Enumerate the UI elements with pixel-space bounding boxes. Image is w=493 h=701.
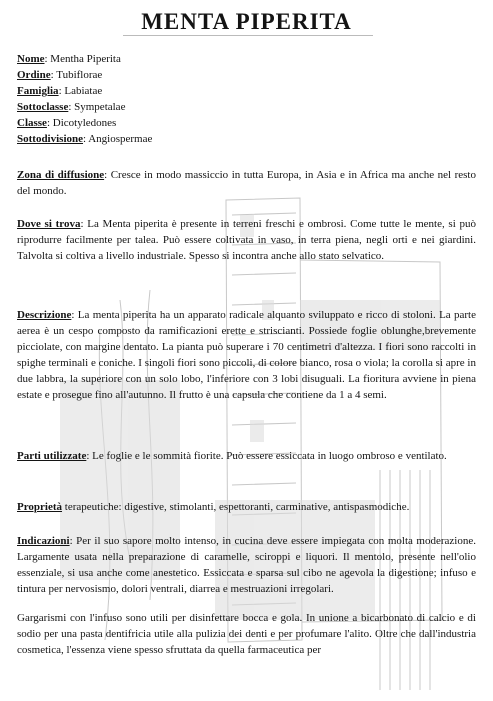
classification-value: : Dicotyledones — [46, 117, 117, 129]
classification-row-ordine — [17, 67, 102, 83]
section-text: terapeutiche: digestive, stimolanti, espettoranti, carminative, antispasmodiche. — [62, 501, 410, 513]
classification-row-nome — [17, 51, 121, 67]
section-label: Proprietà — [17, 501, 63, 513]
section-label: Descrizione — [17, 309, 72, 321]
section-label: Parti utilizzate — [17, 450, 87, 462]
classification-label: Nome — [17, 53, 45, 65]
section-label: Indicazioni — [17, 535, 70, 547]
section-text: : Per il suo sapore molto intenso, in cucina deve essere impiegata con molta moderazione. Largamente usata nella preparazione di caramelle, sciroppi e liquori. Il mentolo, presente nell'olio essenziale, si usa anche come anestetico. Essiccata e sparsa sul cibo ne agevola la digestione; infuso e tintura per nervosismo, dolori ventrali, diarrea e mestruazioni irregolari. — [17, 535, 476, 595]
classification-value: : Sympetalae — [68, 101, 126, 113]
classification-row-sottodivisione — [17, 131, 152, 147]
section-proprieta — [17, 499, 476, 515]
classification-label: Classe — [17, 117, 47, 129]
section-label: Dove si trova — [17, 218, 81, 230]
classification-value: : Angiospermae — [83, 133, 153, 145]
section-parti-utilizzate — [17, 448, 476, 464]
section-text: : La Menta piperita è presente in terreni freschi e ombrosi. Come tutte le mente, si può riprodurre facilmente per talea. Può essere coltivata in vaso, in terra piena, negli orti e nei giardini. Talvolta si coltiva a livello industriale. Spesso si incontra anche allo stato selvatico. — [17, 218, 476, 262]
section-label: Zona di diffusione — [17, 169, 105, 181]
section-indicazioni — [17, 533, 476, 597]
classification-label: Famiglia — [17, 85, 59, 97]
section-dove-si-trova — [17, 216, 476, 264]
classification-label: Sottodivisione — [17, 133, 84, 145]
classification-value: : Mentha Piperita — [44, 53, 121, 65]
title-underline — [123, 35, 373, 36]
classification-label: Sottoclasse — [17, 101, 69, 113]
classification-row-classe — [17, 115, 116, 131]
classification-row-sottoclasse — [17, 99, 125, 115]
section-text: : Le foglie e le sommità fiorite. Può essere essiccata in luogo ombroso e ventilato. — [86, 450, 447, 462]
section-text: : Cresce in modo massiccio in tutta Europa, in Asia e in Africa ma anche nel resto del mondo. — [17, 169, 476, 197]
section-text: : La menta piperita ha un apparato radicale alquanto sviluppato e ricco di stoloni. La parte aerea è un cespo composto da ramificazioni erette e striscianti. Possiede foglie oblunghe,brevemente picciolate, con margine dentato. La pianta può superare i 70 centimetri d'altezza. I fiori sono raccolti in spighe terminali e coniche. I singoli fiori sono piccoli, di colore bianco, rosa o viola; la corolla si apre in due labbra, la superiore con un solo lobo, l'inferiore con 3 lobi disuguali. La fioritura avviene in piena estate e prosegue fino all'autunno. Il frutto è una capsula che contiene da 1 a 4 semi. — [17, 309, 476, 401]
classification-label: Ordine — [17, 69, 51, 81]
classification-value: : Labiatae — [58, 85, 103, 97]
classification-row-famiglia — [17, 83, 102, 99]
section-indicazioni-continued — [17, 610, 476, 658]
classification-value: : Tubiflorae — [50, 69, 103, 81]
page-title: MENTA PIPERITA — [141, 9, 352, 34]
section-descrizione — [17, 307, 476, 403]
section-zona-di-diffusione — [17, 167, 476, 199]
section-text: Gargarismi con l'infuso sono utili per disinfettare bocca e gola. In unione a bicarbonato di calcio e di sodio per una pasta dentifricia utile alla pulizia dei denti e per profumare l'alito. Oltre che dall'industria cosmetica, l'essenza viene spesso sfruttata da quella farmaceutica per — [17, 612, 476, 656]
